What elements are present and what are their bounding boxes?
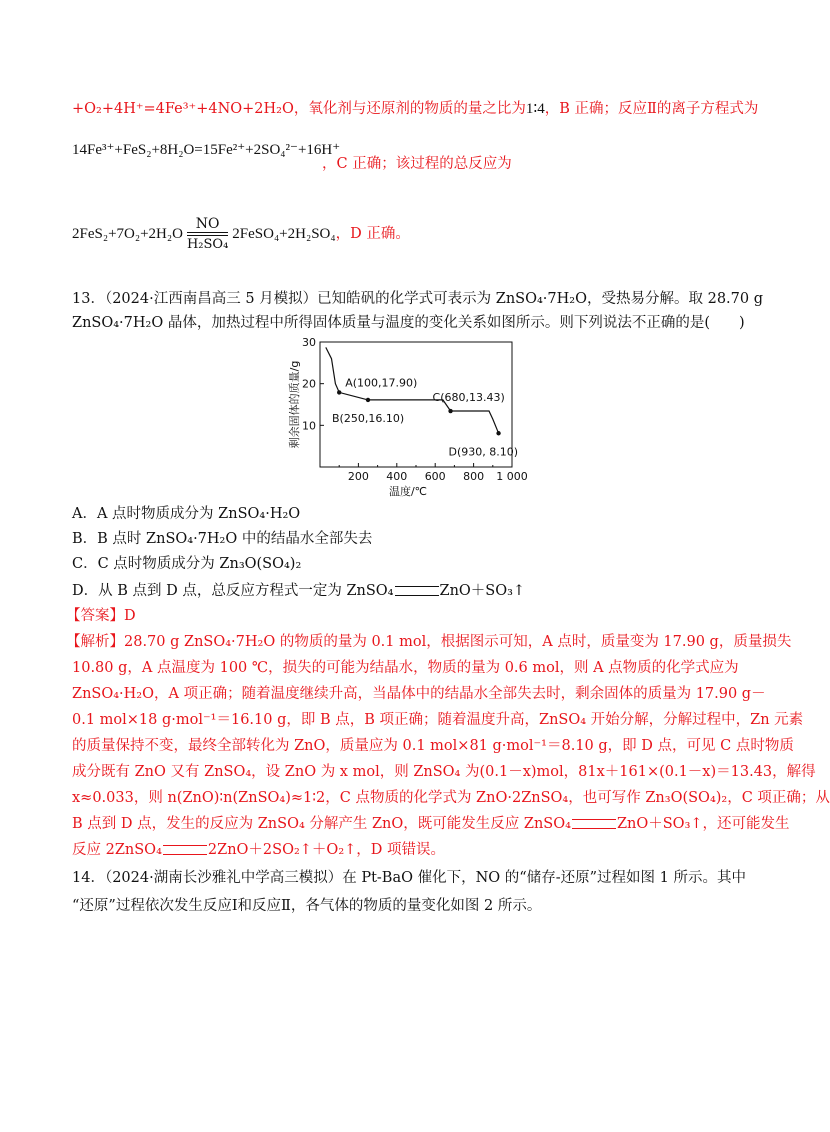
answer-label: 【答案】: [66, 608, 124, 624]
cont-text-4: ，D 正确。: [335, 226, 410, 242]
q13-line-2: ZnSO₄·7H₂O 晶体，加热过程中所得固体质量与温度的变化关系如图所示。则下列说法不正确的是( ): [72, 315, 745, 331]
cont-text-1b: ，B 正确；反应Ⅱ的离子方程式为: [544, 101, 759, 117]
equals-sign: [395, 586, 439, 596]
x-tick-label: 800: [463, 470, 485, 483]
analysis-line-9-pre: 反应 2ZnSO₄: [72, 842, 162, 858]
y-tick-label: 10: [302, 419, 316, 433]
analysis-line-4: 0.1 mol×18 g·mol⁻¹＝16.10 g，即 B 点，B 项正确；随着温度升高，ZnSO₄ 开始分解，分解过程中，Zn 元素: [72, 712, 804, 728]
analysis-line-9: [72, 838, 445, 859]
analysis-line-9-post: 2ZnO＋2SO₂↑＋O₂↑，D 项错误。: [207, 842, 446, 858]
cont-text-3: ，C 正确；该过程的总反应为: [322, 156, 512, 172]
analysis-line-8-pre: B 点到 D 点，发生的反应为 ZnSO₄ 分解产生 ZnO，既可能发生反应 ZnSO₄: [72, 816, 571, 832]
total-eq-left: 2FeS₂+7O₂+2H₂O: [72, 226, 183, 242]
equals-sign: [572, 819, 616, 829]
option-d: [72, 579, 525, 600]
analysis-line-3: ZnSO₄·H₂O，A 项正确；随着温度继续升高，当晶体中的结晶水全部失去时，剩余固体的质量为 17.90 g－: [72, 686, 766, 702]
option-a: A．A 点时物质成分为 ZnSO₄·H₂O: [72, 506, 301, 522]
cont-line-4: [72, 216, 410, 252]
cont-line-2: [72, 140, 340, 159]
equals-sign: [163, 845, 207, 855]
q13-line-1: 13．（2024·江西南昌高三 5 月模拟）已知皓矾的化学式可表示为 ZnSO₄·7H₂O，受热易分解。取 28.70 g: [72, 291, 763, 307]
condition-top: NO: [187, 216, 228, 233]
x-tick-label: 400: [386, 470, 408, 483]
x-tick-label: 1 000: [496, 470, 528, 483]
cont-line-1: [72, 97, 758, 118]
y-tick-label: 20: [302, 377, 316, 391]
data-point: [496, 431, 500, 435]
point-label: C(680,13.43): [432, 391, 505, 405]
x-tick-label: 600: [424, 470, 446, 483]
cont-text-1: ，氧化剂与还原剂的物质的量之比为: [293, 101, 526, 117]
q14-line-2: “还原”过程依次发生反应Ⅰ和反应Ⅱ，各气体的物质的量变化如图 2 所示。: [72, 898, 542, 914]
data-point: [337, 390, 341, 394]
analysis-line-5: 的质量保持不变，最终全部转化为 ZnO，质量应为 0.1 mol×81 g·mol⁻¹＝8.10 g，即 D 点，可见 C 点时物质: [72, 738, 794, 754]
point-label: D(930, 8.10): [448, 445, 519, 459]
analysis-line-1: 【解析】28.70 g ZnSO₄·7H₂O 的物质的量为 0.1 mol，根据图示可知，A 点时，质量变为 17.90 g，质量损失: [66, 634, 792, 650]
q14-line-1: 14．（2024·湖南长沙雅礼中学高三模拟）在 Pt-BaO 催化下，NO 的“储存-还原”过程如图 1 所示。其中: [72, 870, 746, 886]
analysis-line-8: [72, 812, 790, 833]
point-label: B(250,16.10): [332, 411, 405, 425]
y-axis-label: 剩余固体的质量/g: [288, 360, 301, 449]
data-point: [366, 398, 370, 402]
option-b: B．B 点时 ZnSO₄·7H₂O 中的结晶水全部失去: [72, 531, 373, 547]
option-d-pre: D．从 B 点到 D 点，总反应方程式一定为 ZnSO₄: [72, 583, 394, 599]
cont-ratio: 1∶4: [525, 101, 545, 117]
option-d-post: ZnO＋SO₃↑: [439, 583, 526, 599]
x-tick-label: 200: [347, 470, 369, 483]
cont-line-3: [322, 152, 512, 173]
x-axis-label: 温度/℃: [388, 485, 428, 498]
analysis-line-6: 成分既有 ZnO 又有 ZnSO₄，设 ZnO 为 x mol，则 ZnSO₄ 为(0.1－x)mol，81x＋161×(0.1－x)＝13.43，解得: [72, 764, 816, 780]
cont-eq-2: 14Fe³⁺+FeS₂+8H₂O=15Fe²⁺+2SO₄²⁻+16H⁺: [72, 142, 341, 158]
option-c: C．C 点时物质成分为 Zn₃O(SO₄)₂: [72, 556, 302, 572]
reaction-condition: [187, 216, 228, 252]
cont-eq-1: +O₂+4H⁺=4Fe³⁺+4NO+2H₂O: [72, 101, 294, 117]
analysis-line-7: x≈0.033，则 n(ZnO)∶n(ZnSO₄)≈1∶2，C 点物质的化学式为 ZnO·2ZnSO₄，也可写作 Zn₃O(SO₄)₂，C 项正确；从: [72, 790, 830, 806]
analysis-line-8-post: ZnO＋SO₃↑，还可能发生: [616, 816, 790, 832]
mass-temperature-chart: [282, 330, 528, 498]
answer-line: [66, 604, 136, 625]
total-eq-right: 2FeSO₄+2H₂SO₄: [232, 226, 336, 242]
data-point: [448, 409, 452, 413]
point-label: A(100,17.90): [345, 376, 418, 390]
condition-bottom: H₂SO₄: [186, 237, 229, 252]
y-tick-label: 30: [302, 336, 316, 349]
answer-value: D: [124, 608, 136, 624]
analysis-line-2: 10.80 g，A 点温度为 100 ℃，损失的可能为结晶水，物质的量为 0.6 mol，则 A 点物质的化学式应为: [72, 660, 739, 676]
